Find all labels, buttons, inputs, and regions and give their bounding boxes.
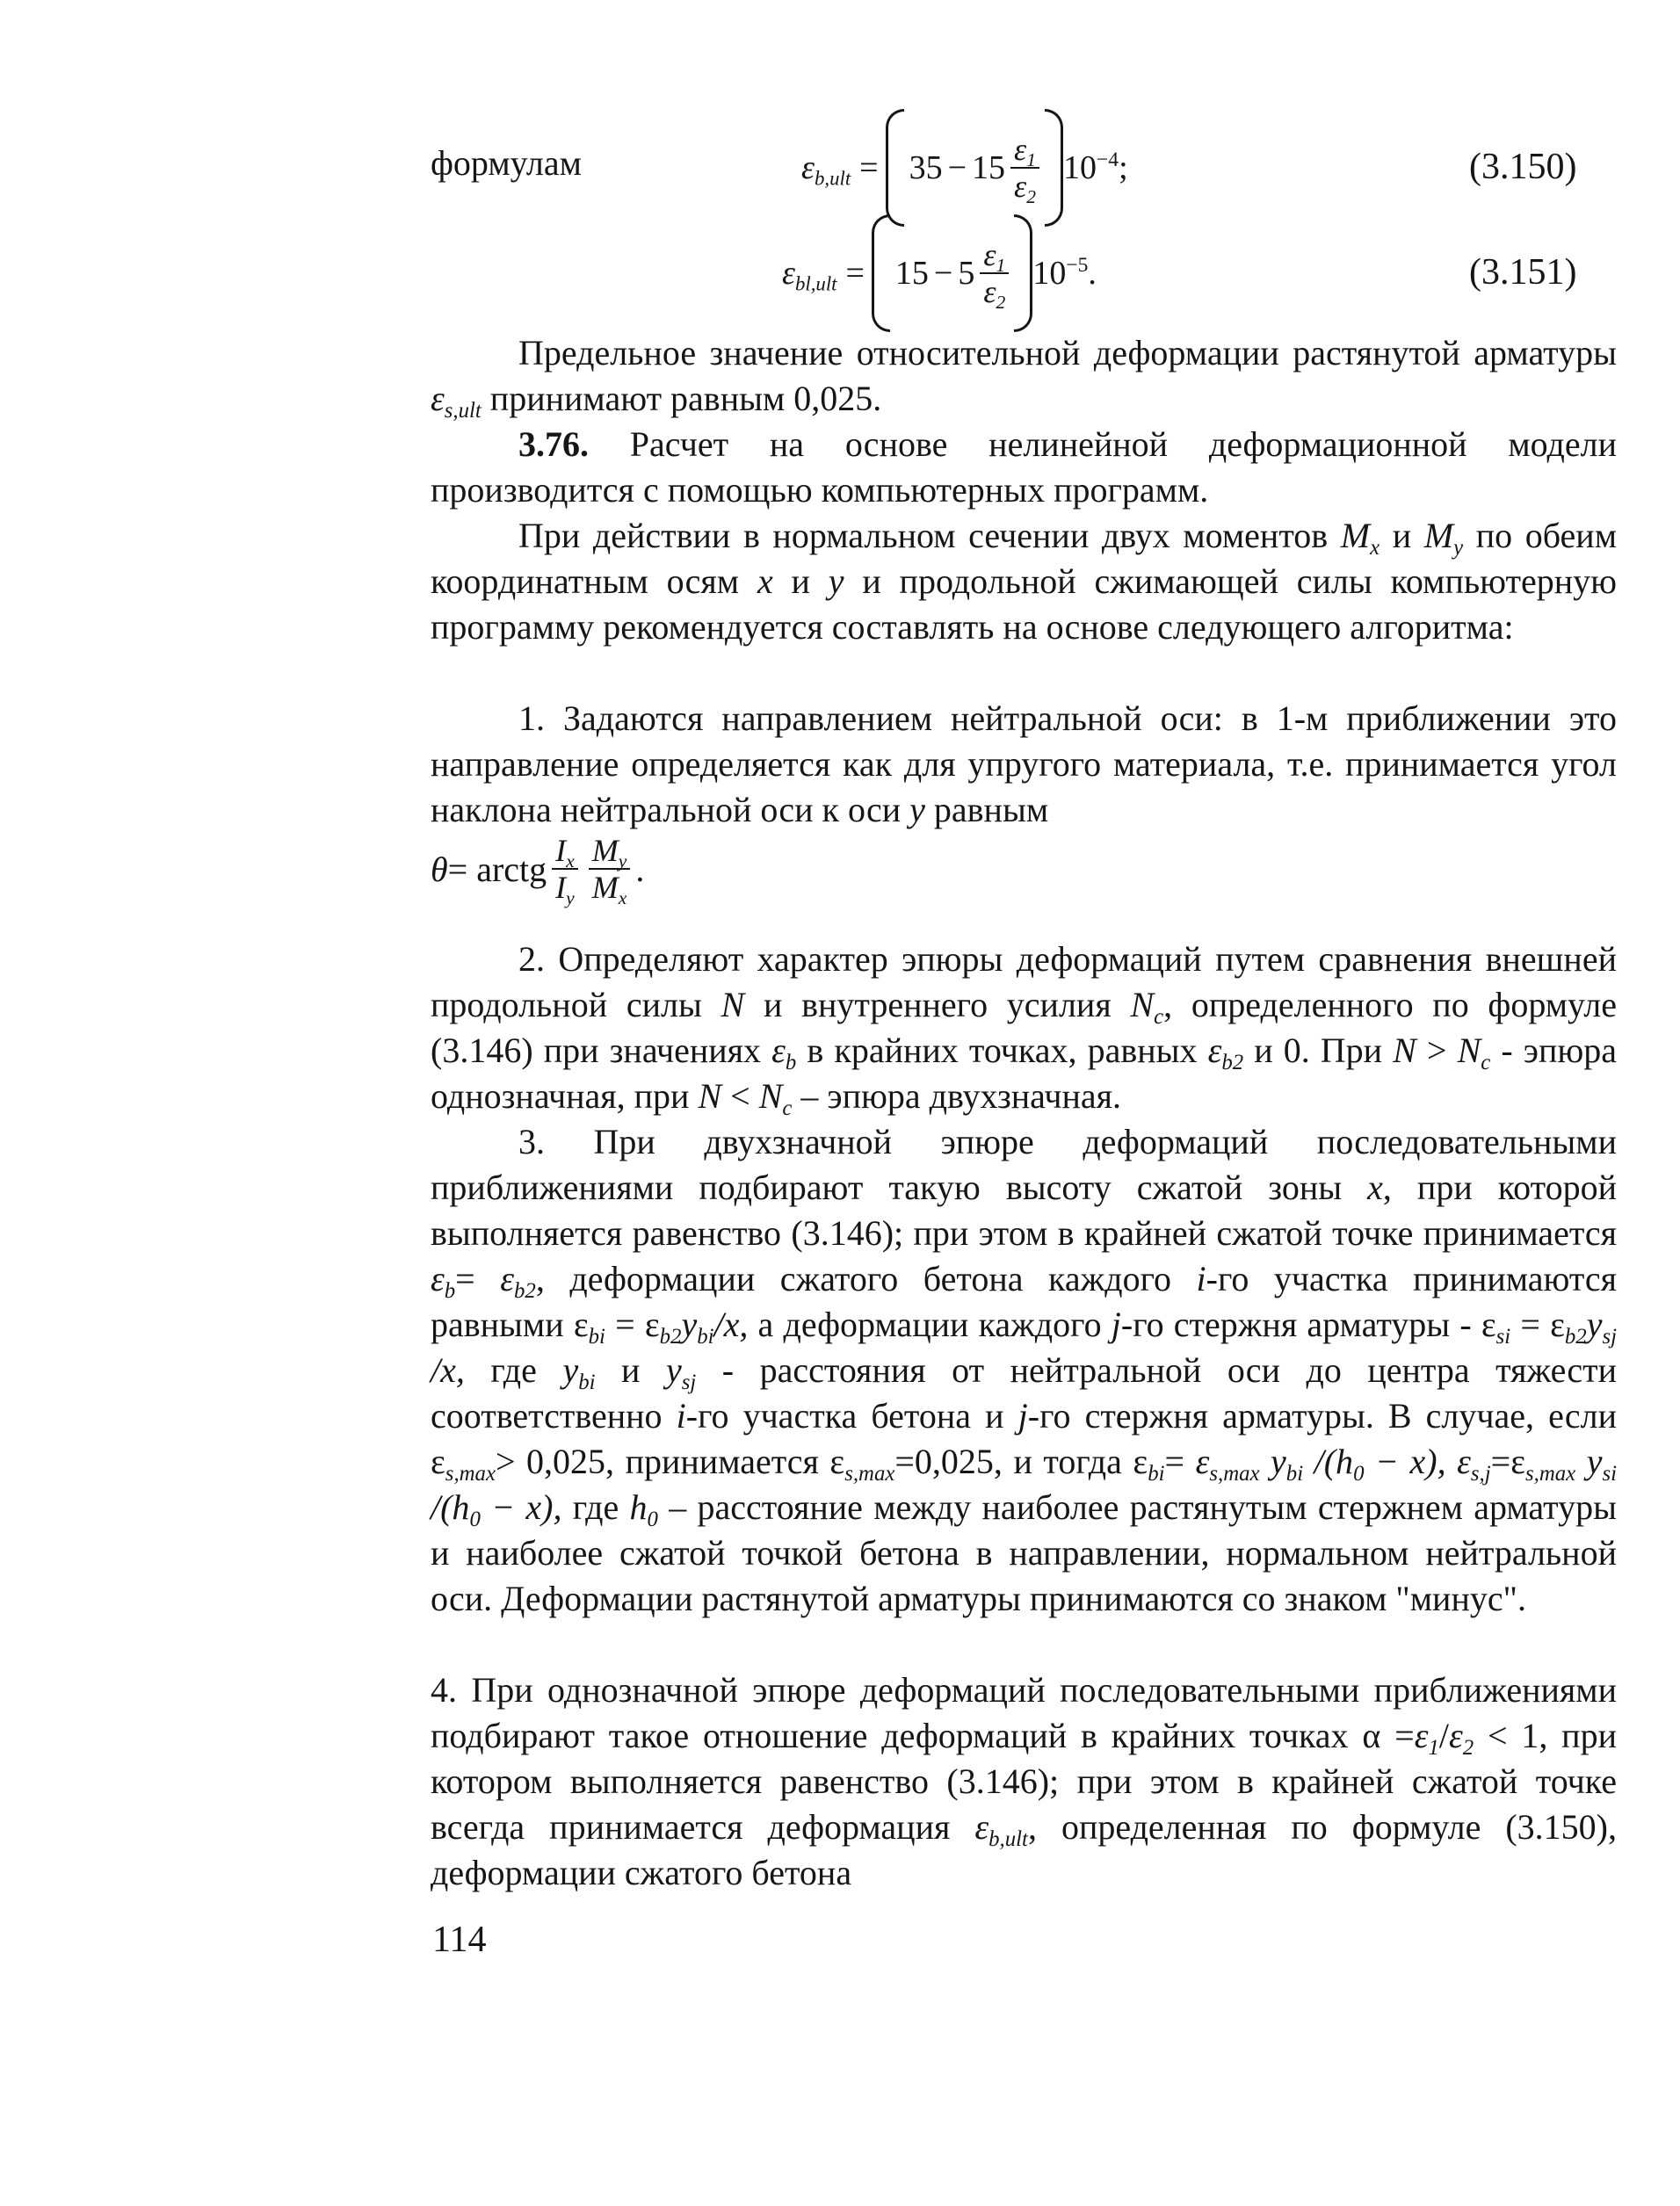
- right-bracket: [1014, 214, 1032, 332]
- step-3: 3. При двухзначной эпюре деформаций последовательными приближениями подбирают такую высоту сжатой зоны x, при которой выполняется равенство (3.146); при этом в крайней сжатой точке принимается $\varepsilon_b= \varepsilon_{b2}$, деформации сжатого бетона каждого i-го участка принимаются равными $\varepsilon_{bi} = \varepsilon_{b2}y_{bi}/x$, а деформации каждого j-го стержня арматуры - $\varepsilon_{si} = \varepsilon_{b2}y_{sj}$ /x, где $y_{bi}$ и $y_{sj}$ - расстояния от нейтральной оси до центра тяжести соответственно i-го участка бетона и j-го стержня арматуры. В случае, если $\varepsilon_{s,max}> 0,025$, принимается $\varepsilon_{s,max}=0,025$, и тогда $\varepsilon_{bi}= \varepsilon_{s,max}$ $y_{bi}$ $/(h_0 - x)$, $\varepsilon_{s,j}=\varepsilon_{s,max}$ $y_{si}$ $/(h_0 - x)$, где $h_0$ – расстояние между наиболее растянутым стержнем арматуры и наиболее сжатой точкой бетона в направлении, нормальном нейтральной оси. Деформации растянутой арматуры принимаются со знаком "минус".: [431, 1122, 1618, 1618]
- right-bracket: [1045, 109, 1063, 227]
- my-mx-fraction: $\frac{M_y}{M_x}$: [589, 833, 631, 905]
- power-term: $10^{-4}$: [1063, 148, 1119, 186]
- section-number: 3.76.: [518, 424, 589, 464]
- left-bracket: [872, 214, 890, 332]
- eq151-lhs: $\varepsilon_{bl,ult}$: [782, 255, 837, 295]
- equation-number-3-150: (3.150): [1469, 147, 1577, 187]
- equation-3-151: $\varepsilon_{bl,ult}$ = 15 − 5 $\frac{\varepsilon_1}{\varepsilon_2}$ $10^{-5}$ .: [782, 214, 1097, 332]
- left-bracket: [886, 109, 904, 227]
- eps-ratio-fraction: $\frac{\varepsilon_1}{\varepsilon_2}$: [980, 237, 1009, 309]
- theta-formula: θ = arctg $\frac{I_x}{I_y}$ $\frac{M_y}{M_x}$ .: [431, 833, 645, 908]
- step-4: 4. При однозначной эпюре деформаций последовательными приближениями подбирают такое отношение деформаций в крайних точках $\alpha =\varepsilon_1/\varepsilon_2 < 1$, при котором выполняется равенство (3.146); при этом в крайней сжатой точке всегда принимается деформация $\varepsilon_{b,ult}$, определенная по формуле (3.150), деформации сжатого бетона: [431, 1670, 1618, 1892]
- paragraph-moments: При действии в нормальном сечении двух моментов $M_x$ и $M_y$ по обеим координатным осям x и y и продольной сжимающей силы компьютерную программу рекомендуется составлять на основе следующего алгоритма:: [431, 516, 1618, 647]
- page-number: 114: [432, 1920, 487, 1960]
- eps-ratio-fraction: $\frac{\varepsilon_1}{\varepsilon_2}$: [1010, 132, 1039, 204]
- step-1: 1. Задаются направлением нейтральной оси: в 1-м приближении это направление определяется как для упругого материала, т.е. принимается угол наклона нейтральной оси к оси y равным: [431, 698, 1617, 829]
- power-term: $10^{-5}$: [1032, 253, 1089, 292]
- eq150-lhs: $\varepsilon_{b,ult}$: [801, 149, 851, 190]
- step-2: 2. Определяют характер эпюры деформаций путем сравнения внешней продольной силы N и внутреннего усилия $N_c$, определенного по формуле (3.146) при значениях $\varepsilon_b$ в крайних точках, равных $\varepsilon_{b2}$ и 0. При $N > N_c$ - эпюра однозначная, при $N < N_c$ – эпюра двухзначная.: [431, 939, 1618, 1120]
- equation-number-3-151: (3.151): [1469, 252, 1577, 293]
- ix-iy-fraction: $\frac{I_x}{I_y}$: [552, 833, 578, 905]
- formula-intro: формулам: [431, 143, 582, 183]
- paragraph-limit-strain: Предельное значение относительной деформации растянутой арматуры $\varepsilon_{s,ult}$ принимают равным 0,025.: [431, 333, 1617, 423]
- equation-3-150: $\varepsilon_{b,ult}$ = 35 − 15 $\frac{\varepsilon_1}{\varepsilon_2}$ $10^{-4}$ ;: [801, 109, 1128, 227]
- paragraph-3-76: 3.76. Расчет на основе нелинейной деформационной модели производится с помощью компьютерных программ.: [431, 424, 1617, 510]
